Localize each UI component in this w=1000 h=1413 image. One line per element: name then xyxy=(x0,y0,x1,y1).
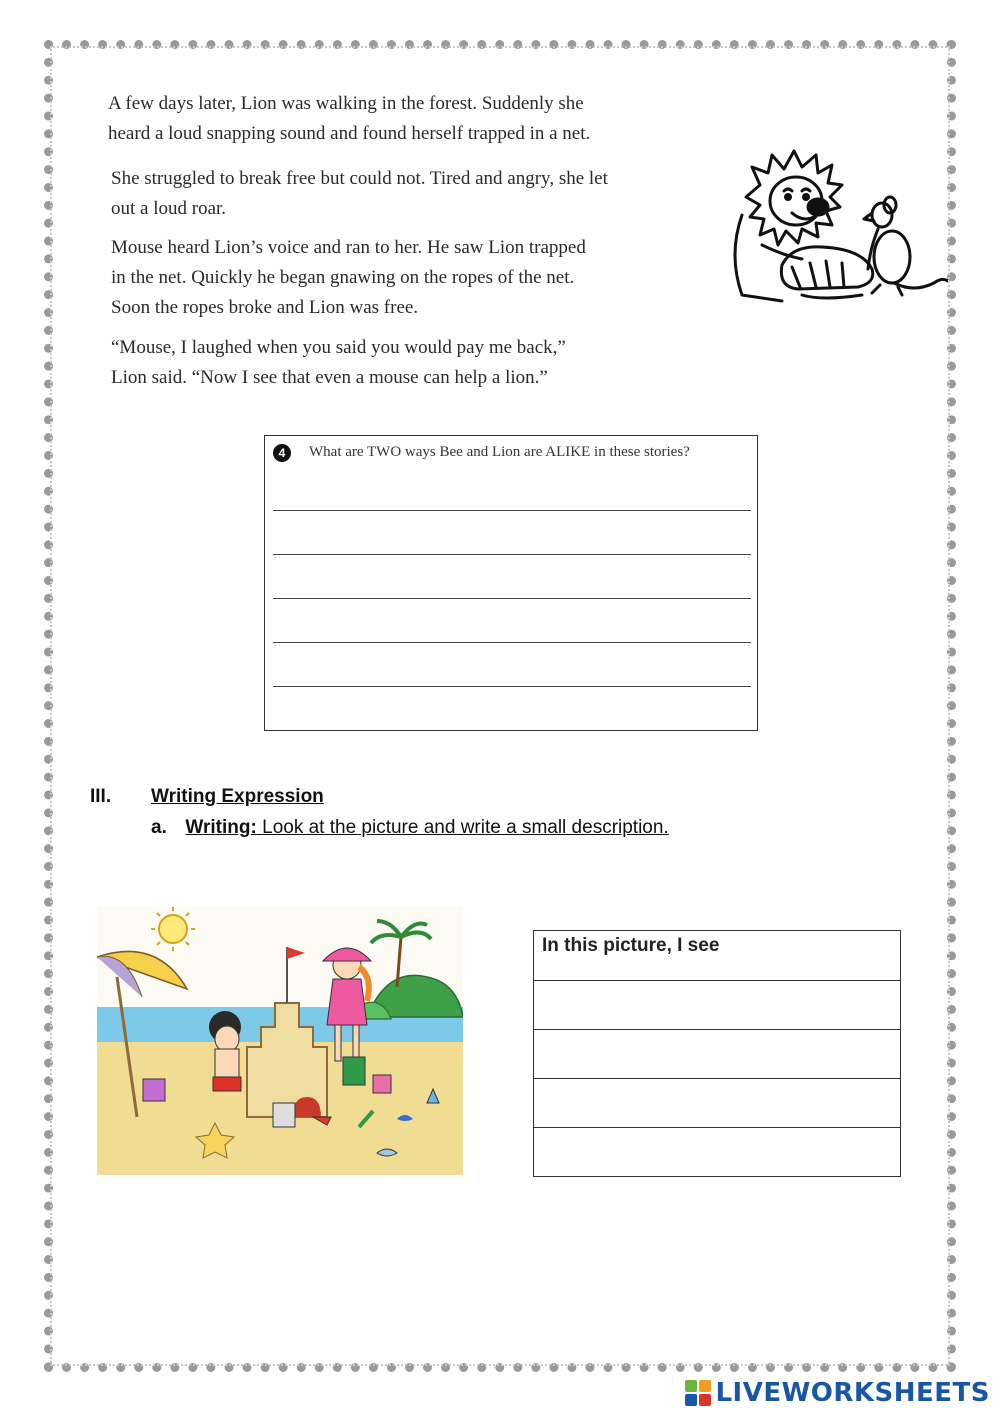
answer-line[interactable] xyxy=(273,554,751,555)
answer-line[interactable] xyxy=(273,510,751,511)
description-row[interactable] xyxy=(534,981,901,1030)
brand-name: LIVEWORKSHEETS xyxy=(715,1378,990,1408)
section-title: Writing Expression xyxy=(151,786,324,807)
answer-line[interactable] xyxy=(273,686,751,687)
liveworksheets-brand xyxy=(685,1378,990,1408)
story-paragraph-1: A few days later, Lion was walking in the forest. Suddenly she heard a loud snapping sound and found herself trapped in a net. xyxy=(108,93,591,144)
task-label: Writing: xyxy=(185,817,257,838)
description-table xyxy=(533,930,901,1177)
section-numeral: III. xyxy=(90,786,112,807)
question-number: 4 xyxy=(273,444,291,462)
beach-sandcastle-picture xyxy=(97,907,463,1175)
lion-and-mouse-illustration xyxy=(722,145,948,310)
story-paragraph-4: “Mouse, I laughed when you said you would pay me back,” Lion said. “Now I see that even a mouse can help a lion.” xyxy=(111,337,566,388)
task-instruction xyxy=(151,817,669,839)
question-box xyxy=(264,435,758,731)
story-paragraph-2: She struggled to break free but could not. Tired and angry, she let out a loud roar. xyxy=(111,168,608,219)
answer-line[interactable] xyxy=(273,598,751,599)
question-text: What are TWO ways Bee and Lion are ALIKE in these stories? xyxy=(309,444,690,460)
description-row[interactable] xyxy=(534,1030,901,1079)
description-row[interactable] xyxy=(534,1128,901,1177)
liveworksheets-logo-icon xyxy=(685,1380,711,1406)
answer-line[interactable] xyxy=(273,642,751,643)
story-paragraph-3: Mouse heard Lion’s voice and ran to her. He saw Lion trapped in the net. Quickly he began gnawing on the ropes of the net. Soon the ropes broke and Lion was free. xyxy=(111,237,586,318)
task-text: Look at the picture and write a small description. xyxy=(256,817,669,838)
description-row[interactable] xyxy=(534,1079,901,1128)
description-header: In this picture, I see xyxy=(534,931,901,981)
task-letter: a. xyxy=(151,817,167,838)
